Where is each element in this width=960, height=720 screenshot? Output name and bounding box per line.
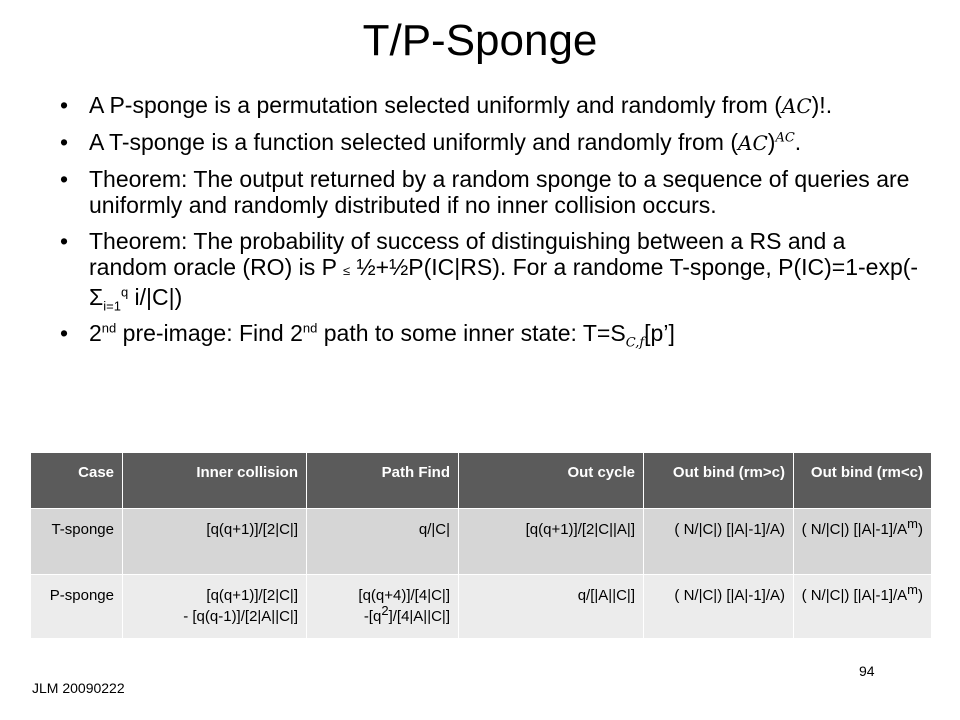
table-row xyxy=(31,575,932,639)
table-cell: ( N/|C|) [|A|-1]/A) xyxy=(644,509,794,575)
bullet-list xyxy=(60,92,920,356)
script-ac: AC xyxy=(781,94,812,118)
column-header: Out bind (rm>c) xyxy=(644,453,794,509)
bullet-p-sponge: • A P-sponge is a permutation selected uniformly and randomly from (AC)!. xyxy=(60,92,920,119)
table-cell: [q(q+1)]/[2|C|] xyxy=(123,509,307,575)
script-ac: AC xyxy=(738,131,768,155)
table-cell: ( N/|C|) [|A|-1]/A) xyxy=(644,575,794,639)
superscript-ac: AC xyxy=(775,130,795,146)
table-cell: [q(q+1)]/[2|C||A|] xyxy=(459,509,644,575)
comparison-table xyxy=(30,452,932,639)
slide-title: T/P-Sponge xyxy=(362,16,598,65)
table-row xyxy=(31,509,932,575)
table-cell: T-sponge xyxy=(31,509,123,575)
bullet-theorem-probability: • Theorem: The probability of success of distinguishing between a RS and a random oracle (RO) is P ≤ ½+½P(IC|RS). For a randome T-sponge, $P(IC)=1-\exp(-\Sigma_{i=1}^q$ i/|C|) xyxy=(60,228,920,310)
page-number: 94 xyxy=(859,663,875,679)
bullet-second-preimage: • 2nd pre-image: Find 2nd path to some inner state: $T=S_{C,f}[p’]$ xyxy=(60,320,920,346)
column-header: Out bind (rm<c) xyxy=(794,453,932,509)
table-header-row xyxy=(31,453,932,509)
column-header: Inner collision xyxy=(123,453,307,509)
table-cell: [q(q+1)]/[2|C|] - [q(q-1)]/[2|A||C|] xyxy=(123,575,307,639)
column-header: Out cycle xyxy=(459,453,644,509)
table-cell: [q(q+4)]/[4|C|] $-[q^2]/[4|A||C|]$ xyxy=(307,575,459,639)
table-cell: ( N/|C|) $[|A|-1]/A^m$) xyxy=(794,509,932,575)
table-cell: ( N/|C|) $[|A|-1]/A^m$) xyxy=(794,575,932,639)
footer-label: JLM 20090222 xyxy=(32,680,125,696)
sigma-symbol: Σ xyxy=(89,284,104,310)
table-cell: q/[|A||C|] xyxy=(459,575,644,639)
table-cell: P-sponge xyxy=(31,575,123,639)
le-symbol: ≤ xyxy=(342,263,351,278)
bullet-t-sponge: • A T-sponge is a function selected uniformly and randomly from (AC)$^{AC}$. xyxy=(60,129,920,156)
bullet-theorem-output: • Theorem: The output returned by a random sponge to a sequence of queries are uniformly and randomly distributed if no inner collision occurs. xyxy=(60,166,920,218)
column-header: Case xyxy=(31,453,123,509)
table-cell: q/|C| xyxy=(307,509,459,575)
column-header: Path Find xyxy=(307,453,459,509)
